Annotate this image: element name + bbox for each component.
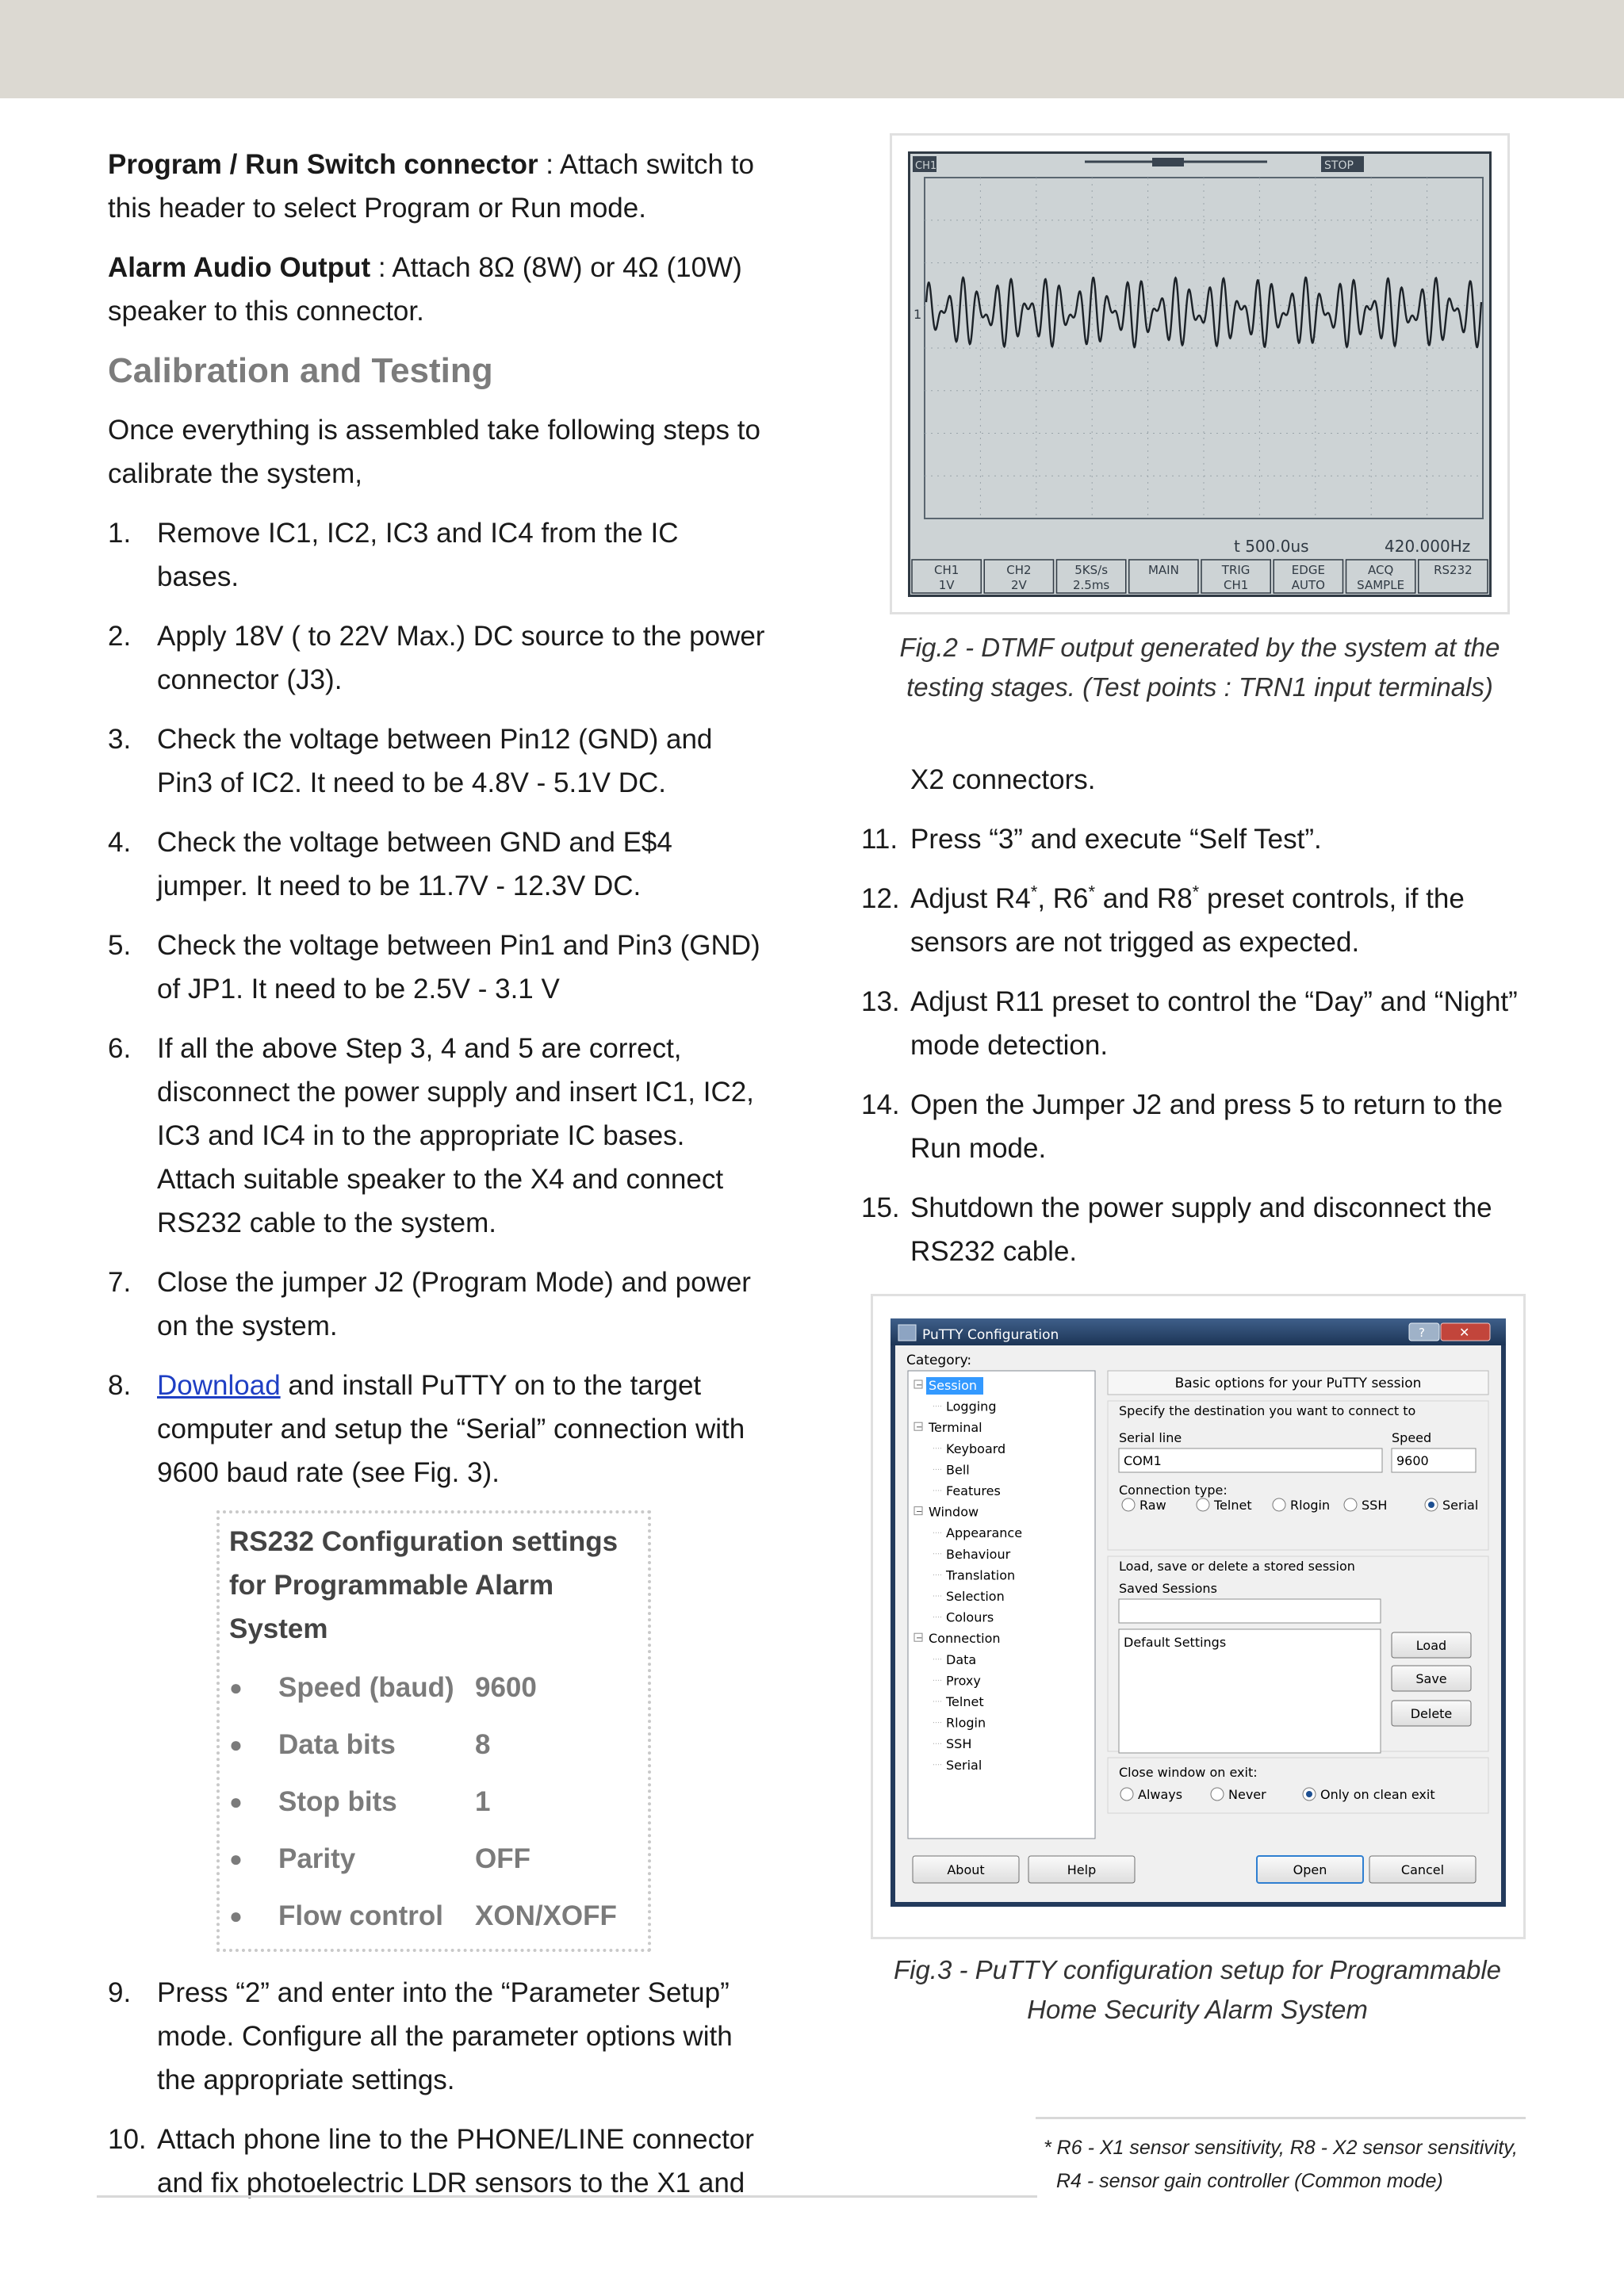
radio-label: Telnet (1214, 1498, 1252, 1513)
bullet-icon: ● (229, 1674, 243, 1700)
load-save-label: Load, save or delete a stored session (1119, 1559, 1355, 1574)
button-label: Cancel (1400, 1862, 1445, 1877)
scope-menu-label: ACQ (1367, 563, 1394, 577)
step-15 (861, 1186, 1519, 1273)
step-text: , R6 (1037, 883, 1089, 914)
scope-menu-label: EDGE (1291, 563, 1325, 577)
scope-menu-label: MAIN (1147, 563, 1179, 577)
tree-item-terminal[interactable]: Terminal (929, 1420, 982, 1436)
step-4 (108, 821, 766, 908)
tree-item-keyboard[interactable]: Keyboard (946, 1441, 1006, 1456)
session-default-settings: Default Settings (1124, 1635, 1227, 1650)
step-10-continuation: X2 connectors. (910, 764, 1096, 795)
page-bottom-rule (97, 2195, 1037, 2198)
setting-key: Data bits (278, 1728, 396, 1760)
rs232-settings-box (216, 1510, 651, 1952)
tree-item-proxy[interactable]: Proxy (946, 1673, 981, 1689)
setting-key: Speed (baud) (278, 1671, 454, 1703)
scope-menu-value: 2.5ms (1072, 578, 1110, 592)
step-number: 1. (108, 518, 132, 549)
step-number: 2. (108, 621, 132, 652)
radio-rlogin[interactable] (1273, 1498, 1285, 1511)
tree-item-colours[interactable]: Colours (946, 1609, 994, 1625)
scope-stop-label: STOP (1324, 159, 1354, 172)
bullet-icon: ● (229, 1789, 243, 1814)
step-number: 15. (861, 1192, 900, 1223)
putty-screenshot (873, 1296, 1523, 1937)
putty-window-title: PuTTY Configuration (922, 1327, 1059, 1343)
program-run-term: Program / Run Switch connector (108, 149, 538, 180)
scope-menu-value: AUTO (1291, 578, 1325, 592)
rs232-row (229, 1659, 637, 1716)
footnote-line-1: * R6 - X1 sensor sensitivity, R8 - X2 sensor sensitivity, (1044, 2137, 1518, 2159)
footnote (1044, 2131, 1535, 2198)
rs232-row (229, 1716, 637, 1773)
step-number: 7. (108, 1267, 132, 1298)
figure-2-caption: Fig.2 - DTMF output generated by the system at the testing stages. (Test points : TRN1 input terminals) (899, 633, 1500, 702)
bullet-icon: ● (229, 1846, 243, 1871)
speed-label: Speed (1392, 1430, 1432, 1445)
oscilloscope-screen (908, 151, 1492, 597)
step-text: Press “2” and enter into the “Parameter Setup” mode. Configure all the parameter options with the appropriate settings. (157, 1977, 733, 2095)
button-label: Help (1067, 1862, 1097, 1877)
program-run-text: : Attach switch to this header to select Program or Run mode. (108, 149, 754, 224)
step-2 (108, 614, 766, 702)
step-5 (108, 924, 766, 1011)
alarm-audio-paragraph (108, 246, 766, 333)
step-8 (108, 1364, 766, 1494)
rs232-row (229, 1887, 637, 1944)
setting-value: 8 (475, 1728, 491, 1760)
session-buttons (1392, 1632, 1471, 1726)
radio-telnet[interactable] (1197, 1498, 1209, 1511)
step-number: 5. (108, 930, 132, 961)
setting-key: Flow control (278, 1900, 444, 1931)
step-number: 8. (108, 1370, 132, 1401)
setting-key: Parity (278, 1843, 356, 1874)
step-text: and install PuTTY on to the target computer and setup the “Serial” connection with 9600 baud rate (see Fig. 3). (157, 1370, 745, 1488)
radio-label: Serial (1442, 1498, 1479, 1513)
radio-dot (1306, 1791, 1312, 1797)
radio-label: SSH (1362, 1498, 1388, 1513)
tree-item-selection[interactable]: Selection (946, 1589, 1005, 1604)
radio-label: Only on clean exit (1320, 1787, 1435, 1802)
radio-ssh[interactable] (1344, 1498, 1357, 1511)
step-number: 10. (108, 2124, 147, 2155)
steps-list (108, 511, 766, 1494)
step-number: 14. (861, 1089, 900, 1120)
step-text: preset controls, if the sensors are not trigged as expected. (910, 883, 1465, 958)
step-number: 13. (861, 986, 900, 1017)
scope-menu-label: CH2 (1006, 563, 1032, 577)
step-text: Close the jumper J2 (Program Mode) and power on the system. (157, 1267, 751, 1341)
category-label: Category: (906, 1353, 972, 1368)
step-number: 9. (108, 1977, 132, 2008)
step-number: 11. (861, 824, 898, 855)
tree-item-serial[interactable]: Serial (946, 1757, 982, 1773)
step-11 (861, 817, 1519, 861)
tree-item-appearance[interactable]: Appearance (946, 1525, 1023, 1541)
button-label: About (947, 1862, 985, 1877)
scope-bottom-menu (912, 560, 1488, 593)
setting-value: 1 (475, 1785, 491, 1817)
footnote-mark: * (1030, 882, 1038, 902)
scope-top-strip (910, 154, 1489, 174)
tree-item-rlogin[interactable]: Rlogin (946, 1715, 986, 1731)
setting-value: 9600 (475, 1671, 537, 1703)
step-9 (108, 1971, 766, 2102)
step-12 (861, 877, 1519, 964)
figure-3-frame (871, 1294, 1526, 1939)
step-text: Shutdown the power supply and disconnect the RS232 cable. (910, 1192, 1492, 1267)
scope-frequency: 420.000Hz (1385, 537, 1471, 556)
bullet-icon: ● (229, 1903, 243, 1928)
figure-3-caption: Fig.3 - PuTTY configuration setup for Programmable Home Security Alarm System (893, 1955, 1502, 2024)
step-14 (861, 1083, 1519, 1170)
step-text: Open the Jumper J2 and press 5 to return to the Run mode. (910, 1089, 1503, 1164)
step-number: 3. (108, 724, 132, 755)
serial-line-value: COM1 (1124, 1453, 1162, 1468)
intro-paragraph: Once everything is assembled take following steps to calibrate the system, (108, 415, 760, 489)
alarm-audio-term: Alarm Audio Output (108, 252, 371, 283)
button-label: Save (1415, 1671, 1447, 1686)
saved-sessions-label: Saved Sessions (1119, 1581, 1217, 1596)
radio-label: Always (1138, 1787, 1183, 1802)
saved-session-input[interactable] (1119, 1599, 1381, 1623)
button-label: Load (1415, 1638, 1447, 1653)
step-text: Remove IC1, IC2, IC3 and IC4 from the IC bases. (157, 518, 679, 592)
button-label: Open (1293, 1862, 1327, 1877)
close-window-label: Close window on exit: (1119, 1765, 1258, 1780)
collapse-icon: − (916, 1507, 923, 1517)
oscilloscope-display (910, 154, 1489, 595)
steps-list-continued (108, 1971, 766, 2205)
tree-item-bell[interactable]: Bell (946, 1462, 970, 1478)
tree-item-logging[interactable]: Logging (946, 1399, 997, 1414)
step-text: Check the voltage between GND and E$4 jumper. It need to be 11.7V - 12.3V DC. (157, 827, 672, 901)
rs232-row (229, 1773, 637, 1830)
rs232-row (229, 1830, 637, 1887)
collapse-icon: − (916, 1634, 923, 1644)
steps-list-right (861, 817, 1519, 1273)
scope-menu-label: RS232 (1434, 563, 1473, 577)
scope-menu-label: 5KS/s (1074, 563, 1109, 577)
step-text: Press “3” and execute “Self Test”. (910, 824, 1322, 855)
tree-item-features[interactable]: Features (946, 1483, 1001, 1498)
step-text: Check the voltage between Pin12 (GND) and Pin3 of IC2. It need to be 4.8V - 5.1V DC. (157, 724, 713, 798)
scope-menu-value: SAMPLE (1357, 578, 1405, 592)
collapse-icon: − (916, 1423, 923, 1433)
radio-close-1[interactable] (1211, 1788, 1224, 1800)
setting-value: OFF (475, 1843, 530, 1874)
step-text: Attach phone line to the PHONE/LINE connector and fix photoelectric LDR sensors to the X1 and (157, 2124, 754, 2198)
figure-2-frame (890, 133, 1510, 614)
step-number: 4. (108, 827, 132, 858)
radio-label: Rlogin (1290, 1498, 1331, 1513)
collapse-icon: − (916, 1381, 923, 1390)
scope-menu-label: TRIG (1221, 563, 1251, 577)
step-text: If all the above Step 3, 4 and 5 are correct, disconnect the power supply and insert IC1, IC2, IC3 and IC4 in to the appropriate IC bases. Attach suitable speaker to the X4 and connect RS232 cable to the system. (157, 1033, 754, 1238)
serial-line-label: Serial line (1119, 1430, 1182, 1445)
destination-label: Specify the destination you want to connect to (1119, 1403, 1416, 1418)
tree-item-session[interactable]: Session (929, 1378, 978, 1393)
scope-trigger-marker (1152, 158, 1184, 166)
step-6 (108, 1027, 766, 1245)
radio-close-0[interactable] (1120, 1788, 1133, 1800)
scope-menu-value: 1V (938, 578, 955, 592)
scope-ch1-marker: 1 (914, 307, 922, 322)
step-number: 12. (861, 883, 900, 914)
download-link[interactable]: Download (157, 1370, 281, 1401)
radio-dot (1428, 1502, 1434, 1508)
right-column (861, 758, 1519, 1289)
close-icon: ✕ (1459, 1325, 1470, 1340)
radio-raw[interactable] (1122, 1498, 1135, 1511)
step-text: Adjust R11 preset to control the “Day” and “Night” mode detection. (910, 986, 1518, 1061)
alarm-audio-text: : Attach 8Ω (8W) or 4Ω (10W) speaker to this connector. (108, 252, 742, 327)
connection-type-label: Connection type: (1119, 1483, 1228, 1498)
footnote-mark: * (1192, 882, 1200, 902)
rs232-title: RS232 Configuration settings for Programmable Alarm System (229, 1526, 619, 1644)
footnote-line-2: R4 - sensor gain controller (Common mode) (1056, 2170, 1443, 2192)
step-text: Check the voltage between Pin1 and Pin3 (GND) of JP1. It need to be 2.5V - 3.1 V (157, 930, 760, 1004)
header-band (0, 0, 1624, 98)
scope-menu-label: CH1 (933, 563, 959, 577)
section-heading: Calibration and Testing (108, 351, 493, 390)
scope-menu-value: CH1 (1223, 578, 1249, 592)
speed-value: 9600 (1396, 1453, 1429, 1468)
help-title-icon: ? (1419, 1326, 1425, 1340)
step-number: 6. (108, 1033, 132, 1064)
step-1 (108, 511, 766, 599)
scope-top-left-label: CH1 (915, 160, 937, 172)
footnote-mark: * (1088, 882, 1096, 902)
step-10 (108, 2118, 766, 2205)
button-label: Delete (1410, 1706, 1453, 1721)
scope-timebase: t 500.0us (1234, 537, 1309, 556)
scope-grid (925, 178, 1483, 519)
step-text: Apply 18V ( to 22V Max.) DC source to the power connector (J3). (157, 621, 765, 695)
tree-item-ssh[interactable]: SSH (946, 1736, 972, 1752)
tree-item-connection[interactable]: Connection (929, 1631, 1001, 1647)
radio-label: Raw (1139, 1498, 1166, 1513)
tree-item-behaviour[interactable]: Behaviour (946, 1546, 1011, 1562)
tree-item-window[interactable]: Window (929, 1504, 979, 1520)
tree-item-translation[interactable]: Translation (946, 1567, 1016, 1583)
tree-item-data[interactable]: Data (946, 1651, 977, 1667)
setting-value: XON/XOFF (475, 1900, 617, 1931)
panel-title: Basic options for your PuTTY session (1174, 1376, 1422, 1391)
program-run-paragraph (108, 143, 766, 230)
footnote-rule (1036, 2117, 1526, 2119)
step-7 (108, 1261, 766, 1348)
step-text: Adjust R4 (910, 883, 1031, 914)
scope-menu-value: 2V (1010, 578, 1027, 592)
bullet-icon: ● (229, 1732, 243, 1757)
tree-item-telnet[interactable]: Telnet (946, 1694, 984, 1709)
left-column (108, 143, 766, 2221)
setting-key: Stop bits (278, 1785, 397, 1817)
step-3 (108, 718, 766, 805)
step-13 (861, 980, 1519, 1067)
step-text: and R8 (1095, 883, 1193, 914)
putty-app-icon (898, 1325, 916, 1341)
radio-label: Never (1228, 1787, 1266, 1802)
